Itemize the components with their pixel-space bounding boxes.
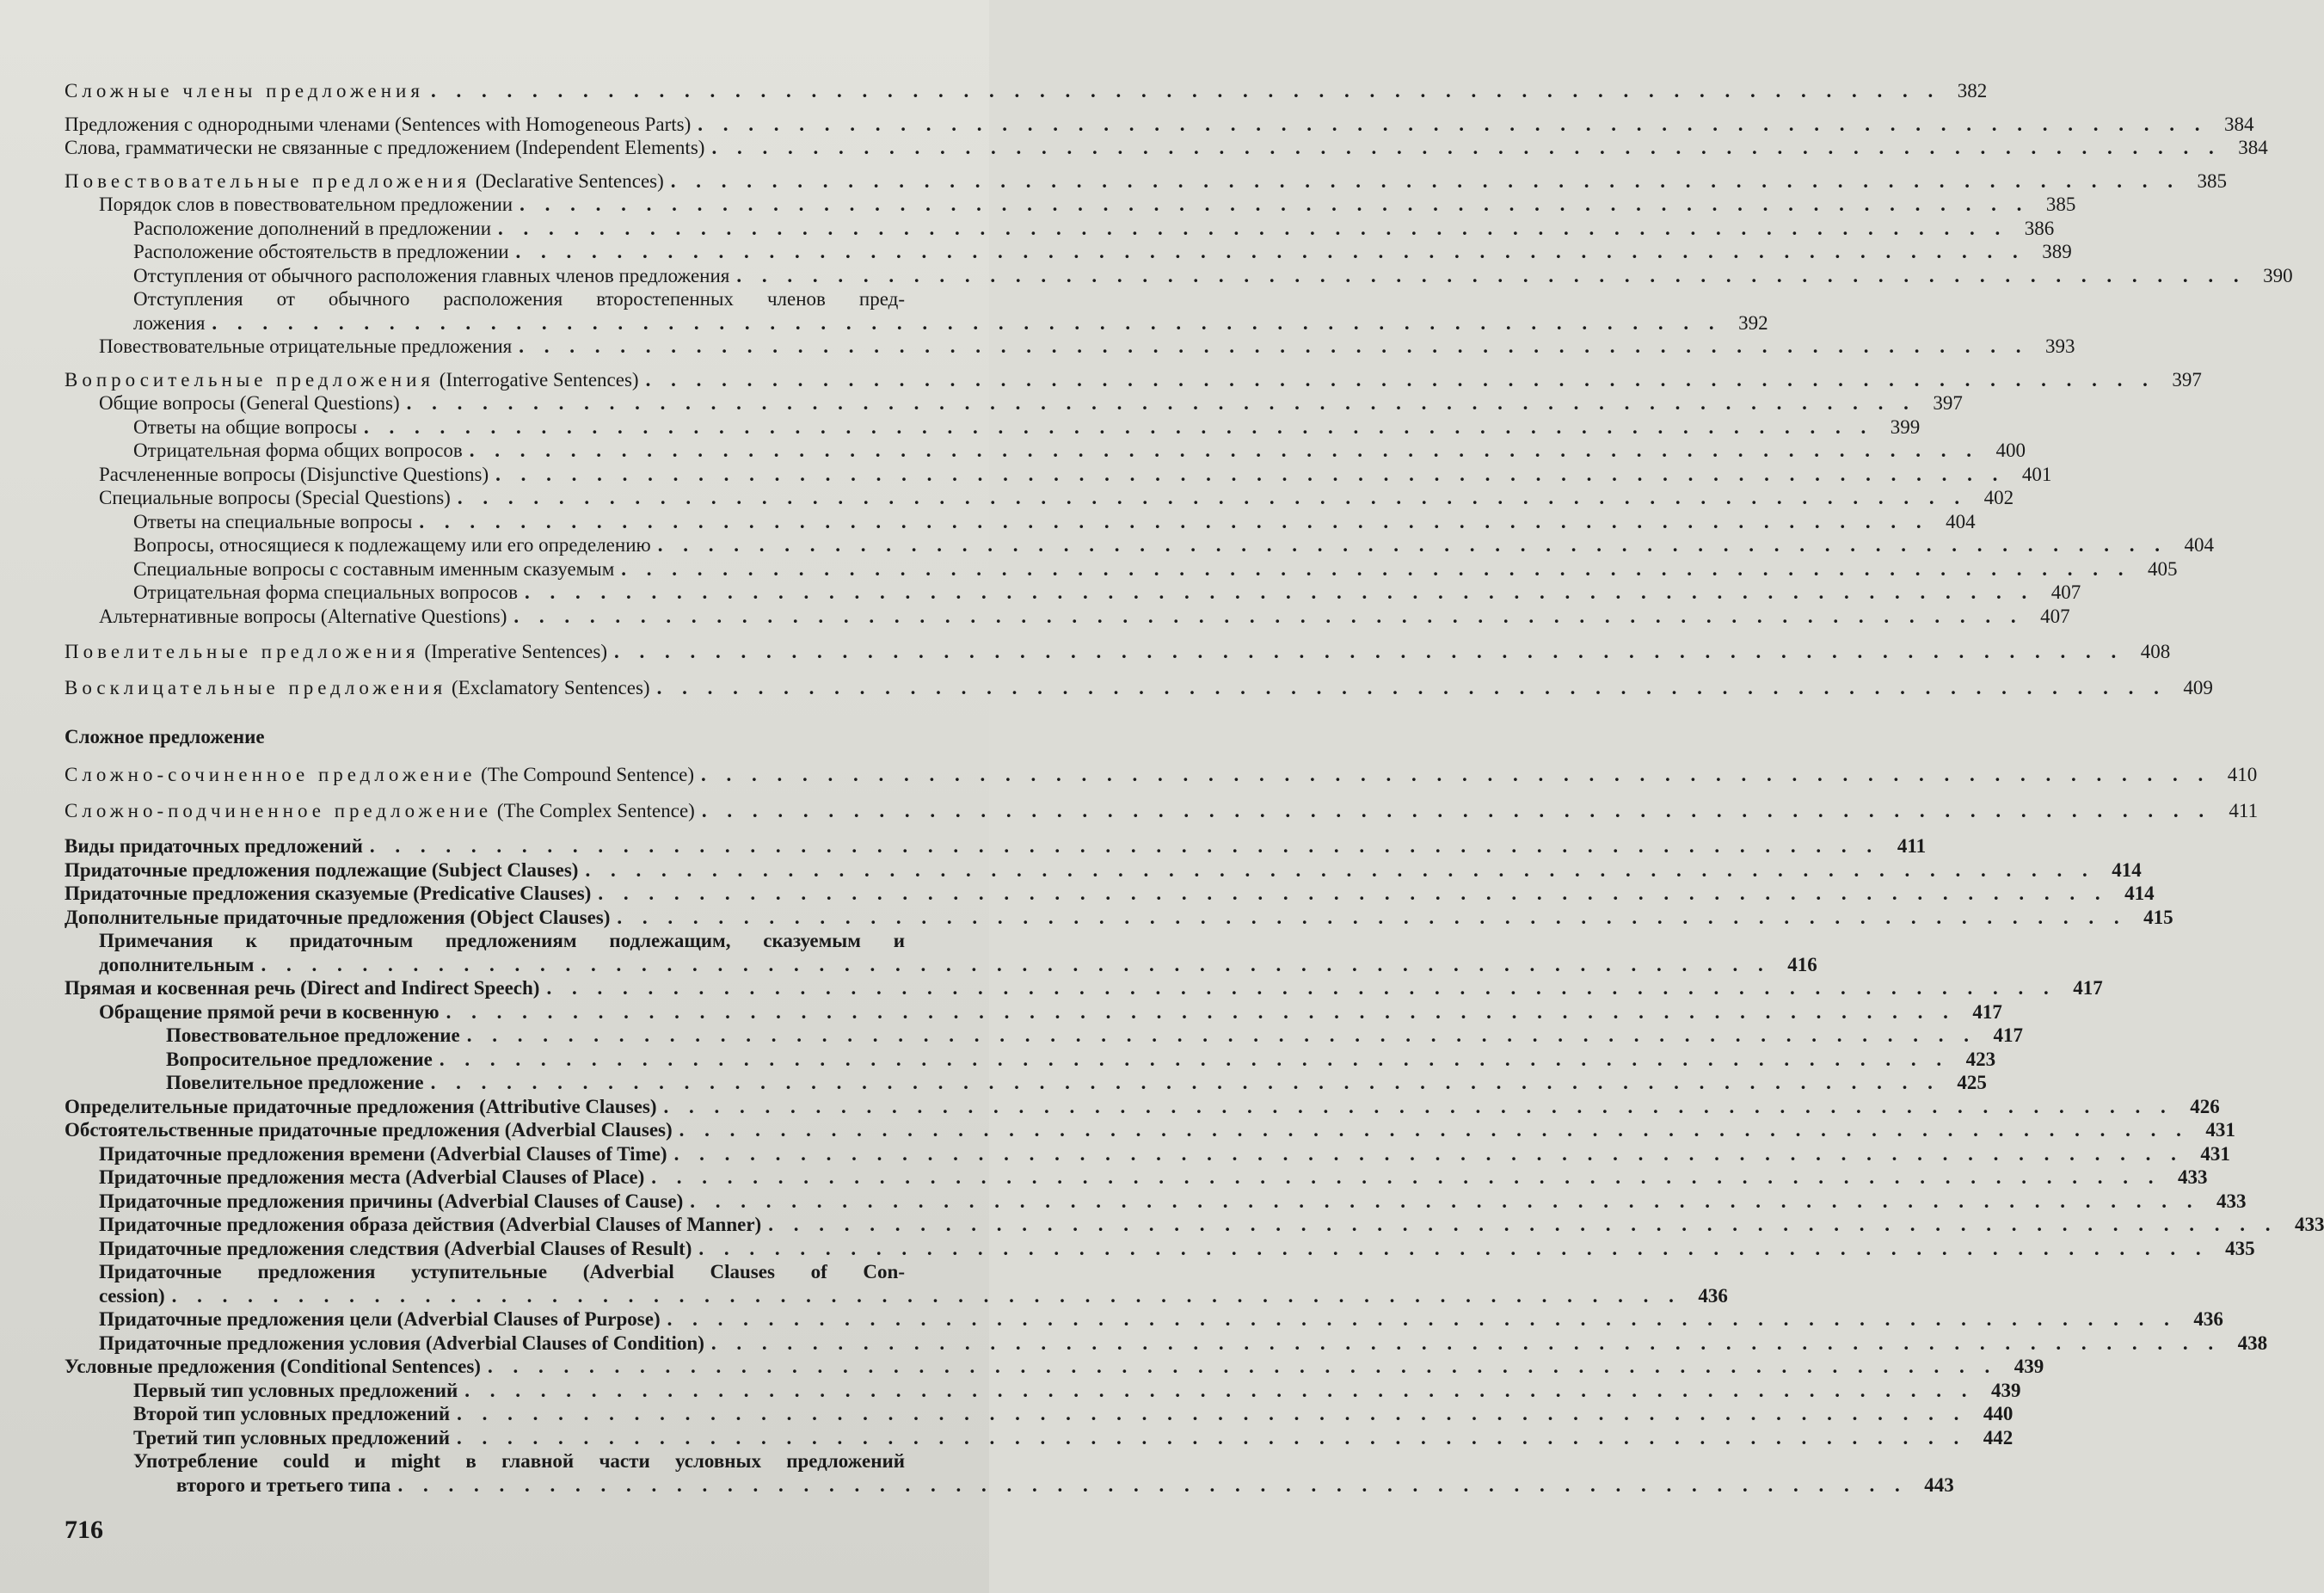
leader-dots: . . . . . . . . . . . . . . . . . . . . . . . . . . . . . . . . . . . . . . . . . . . . . . . . . . . . . . . . . . . . <box>498 217 2008 239</box>
toc-entry <box>65 1095 2220 1119</box>
toc-page-number: 407 <box>2040 605 2070 627</box>
leader-dots: . . . . . . . . . . . . . . . . . . . . . . . . . . . . . . . . . . . . . . . . . . . . . . . . . . . . . . . . . . . . <box>397 1473 1908 1496</box>
toc-entry <box>65 676 2213 700</box>
toc-entry-title <box>166 1048 433 1072</box>
toc-entry <box>65 533 2214 557</box>
toc-entry-title-ru: Вопросительное предложение <box>166 1048 433 1070</box>
toc-entry <box>65 463 2052 487</box>
toc-entry <box>65 1355 2044 1379</box>
toc-entry-title-ru: Вопросительные предложения <box>65 368 434 391</box>
toc-entry <box>65 136 2268 160</box>
leader-dots: . . . . . . . . . . . . . . . . . . . . . . . . . . . . . . . . . . . . . . . . . . . . . . . . . . . . . . . . . . . . <box>520 194 2030 215</box>
toc-entry-title-ru: Придаточные предложения причины <box>99 1190 433 1212</box>
toc-page-number: 425 <box>1957 1072 1987 1093</box>
toc-page-number: 393 <box>2044 335 2075 357</box>
toc-entry-title-ru: Прямая и косвенная речь <box>65 977 296 999</box>
toc-entry-title <box>99 1166 644 1190</box>
toc-entry-title-ru: Обращение прямой речи в косвенную <box>99 1000 440 1023</box>
leader-dots: . . . . . . . . . . . . . . . . . . . . . . . . . . . . . . . . . . . . . . . . . . . . . . . . . . . . . . . . . . . . <box>457 487 1968 508</box>
toc-page-number: 415 <box>2143 906 2173 928</box>
leader-dots: . . . . . . . . . . . . . . . . . . . . . . . . . . . . . . . . . . . . . . . . . . . . . . . . . . . . . . . . . . . . <box>768 1214 2278 1235</box>
toc-entry-title <box>65 136 704 160</box>
toc-entry <box>65 1048 1996 1072</box>
toc-entry-title: Отступления от обычного расположения второстепенных членов пред- <box>133 288 905 310</box>
toc-entry-title <box>99 605 507 629</box>
leader-dots: . . . . . . . . . . . . . . . . . . . . . . . . . . . . . . . . . . . . . . . . . . . . . . . . . . . . . . . . . . . . <box>464 1379 1975 1401</box>
toc-page-number: 433 <box>2216 1190 2247 1212</box>
toc-entry-title-ru: Обстоятельственные придаточные предложения <box>65 1119 501 1141</box>
toc-entry-title <box>133 533 651 557</box>
toc-entry-title-ru: Третий тип условных предложений <box>133 1426 451 1448</box>
toc-page-number: 409 <box>2183 676 2213 698</box>
toc-page-number: 442 <box>1983 1426 2014 1448</box>
toc-entry-title <box>65 368 639 392</box>
toc-entry <box>65 858 2142 883</box>
toc-entry-title-ru: Вопросы, относящиеся к подлежащему или его определению <box>133 534 651 556</box>
toc-entry-title <box>133 240 509 264</box>
toc-page-number: 423 <box>1965 1048 1996 1070</box>
toc-entry-title <box>65 976 539 1000</box>
toc-entry-title-ru: Придаточные предложения места <box>99 1166 401 1188</box>
toc-page-number: 443 <box>1924 1473 1954 1496</box>
toc-entry-title <box>166 1071 424 1095</box>
toc-entry-title-en: (Adverbial Clauses of Condition) <box>425 1332 704 1354</box>
toc-entry <box>65 557 2178 581</box>
leader-dots: . . . . . . . . . . . . . . . . . . . . . . . . . . . . . . . . . . . . . . . . . . . . . . . . . . . . . . . . . . . . <box>614 641 2124 662</box>
toc-entry-title-ru: Второй тип условных предложений <box>133 1403 451 1424</box>
toc-entry-title-ru: Определительные придаточные предложения <box>65 1095 475 1117</box>
toc-entry-title-en: (Adverbial Clauses) <box>504 1119 673 1141</box>
toc-entry-title-ru: Дополнительные придаточные предложения <box>65 906 465 928</box>
toc-entry <box>65 1402 2014 1426</box>
leader-dots: . . . . . . . . . . . . . . . . . . . . . . . . . . . . . . . . . . . . . . . . . . . . . . . . . . . . . . . . . . . . <box>651 1166 2161 1188</box>
leader-dots: . . . . . . . . . . . . . . . . . . . . . . . . . . . . . . . . . . . . . . . . . . . . . . . . . . . . . . . . . . . . <box>701 799 2212 821</box>
leader-dots: . . . . . . . . . . . . . . . . . . . . . . . . . . . . . . . . . . . . . . . . . . . . . . . . . . . . . . . . . . . . <box>419 510 1929 532</box>
toc-entry-title-cont: cession) <box>99 1284 165 1307</box>
toc-entry <box>65 1260 1728 1307</box>
toc-page-number: 414 <box>2124 883 2155 904</box>
toc-entry <box>65 1142 2230 1166</box>
toc-page-number: 392 <box>1738 311 1768 334</box>
toc-entry-title <box>99 335 512 359</box>
toc-entry-title <box>133 581 518 605</box>
leader-dots: . . . . . . . . . . . . . . . . . . . . . . . . . . . . . . . . . . . . . . . . . . . . . . . . . . . . . . . . . . . . <box>469 440 1980 461</box>
toc-entry <box>65 1190 2247 1214</box>
toc-entry-title-ru: Придаточные предложения времени <box>99 1142 426 1165</box>
leader-dots: . . . . . . . . . . . . . . . . . . . . . . . . . . . . . . . . . . . . . . . . . . . . . . . . . . . . . . . . . . . . <box>513 605 2024 627</box>
toc-entry-title <box>99 1332 704 1356</box>
toc-entry-title-ru: Повелительное предложение <box>166 1072 424 1093</box>
toc-entry-title-ru: Придаточные предложения подлежащие <box>65 858 427 881</box>
toc-entry-title <box>65 763 694 787</box>
toc-entry-title-ru: Виды придаточных предложений <box>65 835 363 857</box>
toc-entry-title-ru: Слова, грамматически не связанные с предложением <box>65 137 511 158</box>
toc-entry-title <box>65 858 578 883</box>
toc-entry-title-en: (Special Questions) <box>295 487 451 508</box>
toc-entry-title <box>65 1118 673 1142</box>
toc-entry-title-ru: Предложения с однородными членами <box>65 113 390 135</box>
leader-dots: . . . . . . . . . . . . . . . . . . . . . . . . . . . . . . . . . . . . . . . . . . . . . . . . . . . . . . . . . . . . <box>667 1308 2177 1330</box>
toc-entry <box>65 391 1963 415</box>
toc-entry <box>65 240 2072 264</box>
toc-page-number: 411 <box>2229 799 2259 821</box>
toc-entry-title <box>99 486 451 510</box>
leader-dots: . . . . . . . . . . . . . . . . . . . . . . . . . . . . . . . . . . . . . . . . . . . . . . . . . . . . . . . . . . . . <box>364 415 1874 438</box>
toc-entry-title: Примечания к придаточным предложениям подлежащим, сказуемым и <box>99 930 905 951</box>
toc-entry-title <box>99 1213 761 1237</box>
toc-entry <box>65 486 2014 510</box>
toc-entry-title-en: (The Complex Sentence) <box>496 799 695 821</box>
toc-entry-title <box>99 1237 692 1261</box>
toc-entry <box>65 287 1768 335</box>
toc-entry-title: Придаточные предложения уступительные (Adverbial Clauses of Con- <box>99 1261 905 1282</box>
toc-entry <box>65 264 2293 288</box>
toc-page-number: 402 <box>1983 487 2014 508</box>
toc-entry <box>65 1307 2223 1332</box>
leader-dots: . . . . . . . . . . . . . . . . . . . . . . . . . . . . . . . . . . . . . . . . . . . . . . . . . . . . . . . . . . . . <box>711 137 2222 158</box>
toc-entry-title-ru: Придаточные предложения следствия <box>99 1237 440 1259</box>
toc-entry <box>65 929 1817 976</box>
toc-entry-title <box>133 217 491 241</box>
toc-page-number: 410 <box>2227 764 2258 785</box>
toc-entry-title-en: (Predicative Clauses) <box>413 883 592 904</box>
toc-entry-title-en: (Exclamatory Sentences) <box>452 676 650 698</box>
leader-dots: . . . . . . . . . . . . . . . . . . . . . . . . . . . . . . . . . . . . . . . . . . . . . . . . . . . . . . . . . . . . <box>736 264 2247 286</box>
toc-page-number: 407 <box>2050 581 2081 603</box>
toc-entry-title-ru: Условные предложения <box>65 1356 275 1377</box>
toc-entry-title-ru: Специальные вопросы <box>99 487 291 508</box>
toc-entry-title-ru: Ответы на общие вопросы <box>133 415 358 438</box>
toc-entry <box>65 640 2171 664</box>
toc-entry-title-en: (Independent Elements) <box>515 137 705 158</box>
toc-entry-title-ru: Отрицательная форма специальных вопросов <box>133 581 519 603</box>
page-number: 716 <box>65 1516 103 1544</box>
toc-entry-title: Употребление could и might в главной части условных предложений <box>133 1450 905 1472</box>
toc-entry-title-ru: Отрицательная форма общих вопросов <box>133 440 463 461</box>
toc-entry <box>65 834 1927 858</box>
toc-entry-title <box>133 1379 458 1403</box>
toc-entry <box>65 799 2259 823</box>
toc-entry-title-ru: Расположение дополнений в предложении <box>133 217 492 239</box>
toc-entry-title-ru: Альтернативные вопросы <box>99 605 317 627</box>
toc-entry-title-ru: Повествовательные предложения <box>65 169 471 192</box>
toc-entry-title-ru: Сложные члены предложения <box>65 80 424 101</box>
leader-dots: . . . . . . . . . . . . . . . . . . . . . . . . . . . . . . . . . . . . . . . . . . . . . . . . . . . . . . . . . . . . <box>690 1190 2200 1212</box>
leader-dots: . . . . . . . . . . . . . . . . . . . . . . . . . . . . . . . . . . . . . . . . . . . . . . . . . . . . . . . . . . . . <box>657 534 2167 556</box>
toc-entry-title-en: (Disjunctive Questions) <box>300 463 489 485</box>
toc-entry-title <box>65 169 664 194</box>
toc-entry <box>65 1213 2324 1237</box>
toc-page-number: 431 <box>2205 1119 2235 1141</box>
toc-page-number: 440 <box>1983 1403 2014 1424</box>
toc-page-number: 417 <box>1972 1000 2002 1023</box>
toc-entry-title <box>99 193 513 217</box>
toc-entry-title <box>133 557 614 581</box>
toc-entry <box>65 1024 2023 1048</box>
leader-dots: . . . . . . . . . . . . . . . . . . . . . . . . . . . . . . . . . . . . . . . . . . . . . . . . . . . . . . . . . . . . <box>439 1048 1950 1070</box>
toc-entry-title-cont: ложения <box>133 311 206 334</box>
toc-page-number: 404 <box>1946 510 1976 532</box>
toc-entry-title <box>65 676 650 700</box>
leader-dots: . . . . . . . . . . . . . . . . . . . . . . . . . . . . . . . . . . . . . . . . . . . . . . . . . . . . . . . . . . . . <box>430 80 1941 101</box>
toc-page-number: 411 <box>1897 835 1927 857</box>
toc-entry <box>65 1237 2255 1261</box>
toc-entry-title <box>65 79 424 103</box>
toc-entry <box>65 581 2081 605</box>
section-heading: Сложное предложение <box>65 726 265 747</box>
toc-entry <box>65 763 2258 787</box>
toc-entry-title <box>99 1142 667 1166</box>
toc-entry-title <box>65 113 691 137</box>
toc-page-number: 399 <box>1890 415 1921 438</box>
leader-dots: . . . . . . . . . . . . . . . . . . . . . . . . . . . . . . . . . . . . . . . . . . . . . . . . . . . . . . . . . . . . <box>457 1426 1967 1448</box>
toc-page-number: 417 <box>1993 1024 2023 1046</box>
leader-dots: . . . . . . . . . . . . . . . . . . . . . . . . . . . . . . . . . . . . . . . . . . . . . . . . . . . . . . . . . . . . <box>525 581 2035 603</box>
toc-entry-title-ru: Сложно-подчиненное предложение <box>65 799 493 821</box>
toc-entry-title-en: (Adverbial Clauses of Purpose) <box>397 1308 661 1330</box>
leader-dots: . . . . . . . . . . . . . . . . . . . . . . . . . . . . . . . . . . . . . . . . . . . . . . . . . . . . . . . . . . . . <box>621 557 2131 580</box>
toc-entry-title-ru: Ответы на специальные вопросы <box>133 510 413 532</box>
toc-entry-title <box>99 391 400 415</box>
leader-dots: . . . . . . . . . . . . . . . . . . . . . . . . . . . . . . . . . . . . . . . . . . . . . . . . . . . . . . . . . . . . <box>710 1332 2222 1354</box>
toc-entry-title-en: (Interrogative Sentences) <box>439 368 639 391</box>
leader-dots: . . . . . . . . . . . . . . . . . . . . . . . . . . . . . . . . . . . . . . . . . . . . . . . . . . . . . . . . . . . . <box>679 1119 2189 1141</box>
toc-entry <box>65 510 1976 534</box>
toc-entry-title-ru: Придаточные предложения цели <box>99 1308 392 1330</box>
toc-page-number: 439 <box>1991 1379 2021 1401</box>
toc-entry-title <box>133 415 357 440</box>
toc-page-number: 433 <box>2178 1166 2208 1188</box>
leader-dots: . . . . . . . . . . . . . . . . . . . . . . . . . . . . . . . . . . . . . . . . . . . . . . . . . . . . . . . . . . . . <box>495 463 2006 485</box>
toc-page-number: 433 <box>2294 1214 2324 1235</box>
toc-entry <box>65 217 2055 241</box>
toc-entry-title-en: (The Compound Sentence) <box>481 764 694 785</box>
leader-dots: . . . . . . . . . . . . . . . . . . . . . . . . . . . . . . . . . . . . . . . . . . . . . . . . . . . . . . . . . . . . <box>656 676 2167 698</box>
leader-dots: . . . . . . . . . . . . . . . . . . . . . . . . . . . . . . . . . . . . . . . . . . . . . . . . . . . . . . . . . . . . <box>487 1356 1998 1377</box>
toc-entry-title-ru: Придаточные предложения условия <box>99 1332 421 1354</box>
toc-entry <box>65 976 2103 1000</box>
toc-entry <box>65 605 2070 629</box>
toc-entry-title-en: (Adverbial Clauses of Result) <box>444 1237 692 1259</box>
leader-dots: . . . . . . . . . . . . . . . . . . . . . . . . . . . . . . . . . . . . . . . . . . . . . . . . . . . . . . . . . . . . <box>645 368 2155 391</box>
toc-page-number: 400 <box>1995 440 2026 461</box>
toc-entry-title <box>99 463 489 487</box>
leader-dots: . . . . . . . . . . . . . . . . . . . . . . . . . . . . . . . . . . . . . . . . . . . . . . . . . . . . . . . . . . . . <box>261 953 1771 975</box>
toc-page-number: 397 <box>1933 392 1963 414</box>
toc-entry <box>65 1166 2208 1190</box>
toc-entry-title <box>133 439 463 463</box>
toc-entry-title-ru: Придаточные предложения сказуемые <box>65 883 409 904</box>
toc-entry <box>65 335 2075 359</box>
toc-entry-title <box>65 906 610 930</box>
toc-entry-title-en: (Adverbial Clauses of Cause) <box>437 1190 684 1212</box>
leader-dots: . . . . . . . . . . . . . . . . . . . . . . . . . . . . . . . . . . . . . . . . . . . . . . . . . . . . . . . . . . . . <box>406 392 1916 414</box>
leader-dots: . . . . . . . . . . . . . . . . . . . . . . . . . . . . . . . . . . . . . . . . . . . . . . . . . . . . . . . . . . . . <box>212 311 1722 334</box>
toc-entry-title <box>166 1024 460 1048</box>
toc-entry-title-ru: Повествовательные отрицательные предложения <box>99 335 513 357</box>
toc-page-number: 417 <box>2073 977 2103 999</box>
toc-entry-title <box>99 1000 440 1024</box>
toc-entry-title-ru: Повествовательное предложение <box>166 1024 460 1046</box>
toc-entry-title-en: (Adverbial Clauses of Place) <box>405 1166 645 1188</box>
toc-entry-title-ru: Расчлененные вопросы <box>99 463 296 485</box>
toc-entry-title-en: (Alternative Questions) <box>320 605 507 627</box>
toc-page-number: 401 <box>2021 463 2052 485</box>
toc-entry <box>65 169 2228 194</box>
toc-entry <box>65 193 2076 217</box>
leader-dots: . . . . . . . . . . . . . . . . . . . . . . . . . . . . . . . . . . . . . . . . . . . . . . . . . . . . . . . . . . . . <box>466 1024 1977 1046</box>
toc-entry-title <box>99 1190 683 1214</box>
toc-page-number: 426 <box>2190 1095 2220 1117</box>
toc-page-number: 436 <box>1698 1284 1728 1307</box>
leader-dots: . . . . . . . . . . . . . . . . . . . . . . . . . . . . . . . . . . . . . . . . . . . . . . . . . . . . . . . . . . . . <box>673 1142 2184 1165</box>
toc-entry-title-en: (Direct and Indirect Speech) <box>300 977 540 999</box>
toc-entry <box>65 1379 2021 1403</box>
toc-entry-title-en: (Adverbial Clauses of Manner) <box>499 1214 762 1235</box>
toc-entry-title <box>65 882 591 906</box>
toc-entry-title <box>133 510 412 534</box>
toc-entry <box>65 113 2254 137</box>
toc-page-number: 436 <box>2193 1308 2223 1330</box>
toc-entry <box>65 906 2173 930</box>
leader-dots: . . . . . . . . . . . . . . . . . . . . . . . . . . . . . . . . . . . . . . . . . . . . . . . . . . . . . . . . . . . . <box>519 335 2029 357</box>
toc-entry-title-ru: Восклицательные предложения <box>65 676 447 698</box>
toc-page-number: 390 <box>2263 264 2293 286</box>
toc-entry-title <box>65 1355 481 1379</box>
leader-dots: . . . . . . . . . . . . . . . . . . . . . . . . . . . . . . . . . . . . . . . . . . . . . . . . . . . . . . . . . . . . <box>430 1072 1940 1093</box>
toc-entry <box>65 882 2155 906</box>
leader-dots: . . . . . . . . . . . . . . . . . . . . . . . . . . . . . . . . . . . . . . . . . . . . . . . . . . . . . . . . . . . . <box>457 1403 1967 1424</box>
toc-entry-title-en: (Object Clauses) <box>470 906 611 928</box>
toc-page-number: 386 <box>2024 217 2055 239</box>
toc-page-number: 405 <box>2148 557 2178 580</box>
toc-page-number: 384 <box>2238 137 2268 158</box>
toc-page-number: 389 <box>2042 241 2072 262</box>
toc-entry-title <box>133 1402 450 1426</box>
leader-dots: . . . . . . . . . . . . . . . . . . . . . . . . . . . . . . . . . . . . . . . . . . . . . . . . . . . . . . . . . . . . <box>617 906 2127 928</box>
toc-entry <box>65 1332 2268 1356</box>
leader-dots: . . . . . . . . . . . . . . . . . . . . . . . . . . . . . . . . . . . . . . . . . . . . . . . . . . . . . . . . . . . . <box>701 764 2211 785</box>
toc-entry <box>65 1426 2014 1450</box>
table-of-contents <box>65 79 2324 1497</box>
leader-dots: . . . . . . . . . . . . . . . . . . . . . . . . . . . . . . . . . . . . . . . . . . . . . . . . . . . . . . . . . . . . <box>515 241 2026 262</box>
toc-entry-title-ru: Придаточные предложения образа действия <box>99 1214 495 1235</box>
toc-entry-title <box>65 1095 657 1119</box>
leader-dots: . . . . . . . . . . . . . . . . . . . . . . . . . . . . . . . . . . . . . . . . . . . . . . . . . . . . . . . . . . . . <box>446 1000 1956 1023</box>
leader-dots: . . . . . . . . . . . . . . . . . . . . . . . . . . . . . . . . . . . . . . . . . . . . . . . . . . . . . . . . . . . . <box>698 1237 2209 1259</box>
leader-dots: . . . . . . . . . . . . . . . . . . . . . . . . . . . . . . . . . . . . . . . . . . . . . . . . . . . . . . . . . . . . <box>546 977 2057 999</box>
toc-entry-title <box>65 640 607 664</box>
toc-entry-title-ru: Расположение обстоятельств в предложении <box>133 241 509 262</box>
toc-entry-title <box>99 1307 661 1332</box>
toc-entry-title <box>133 1426 450 1450</box>
toc-page-number: 404 <box>2184 534 2214 556</box>
toc-entry-title-en: (Sentences with Homogeneous Parts) <box>394 113 692 135</box>
toc-page-number: 385 <box>2197 169 2228 192</box>
toc-entry-title-en: (Imperative Sentences) <box>424 641 607 662</box>
toc-entry-title-cont: второго и третьего типа <box>176 1473 391 1496</box>
leader-dots: . . . . . . . . . . . . . . . . . . . . . . . . . . . . . . . . . . . . . . . . . . . . . . . . . . . . . . . . . . . . <box>369 835 1880 857</box>
toc-page-number: 439 <box>2014 1356 2044 1377</box>
toc-page-number: 435 <box>2225 1237 2255 1259</box>
toc-page-number: 385 <box>2045 194 2076 215</box>
toc-entry-title-ru: Сложно-сочиненное предложение <box>65 764 476 785</box>
toc-entry-title-ru: Первый тип условных предложений <box>133 1379 458 1401</box>
toc-entry <box>65 1071 1987 1095</box>
toc-page-number: 438 <box>2237 1332 2268 1354</box>
toc-entry-title-ru: Порядок слов в повествовательном предложении <box>99 194 513 215</box>
toc-page-number: 416 <box>1787 953 1817 975</box>
toc-entry-title-ru: Общие вопросы <box>99 392 236 414</box>
toc-page-number: 397 <box>2172 368 2202 391</box>
toc-page-number: 431 <box>2200 1142 2230 1165</box>
leader-dots: . . . . . . . . . . . . . . . . . . . . . . . . . . . . . . . . . . . . . . . . . . . . . . . . . . . . . . . . . . . . <box>171 1284 1682 1307</box>
toc-entry <box>65 79 1988 103</box>
toc-entry <box>65 1449 1954 1497</box>
toc-entry <box>65 1118 2235 1142</box>
toc-page-number: 414 <box>2112 858 2142 881</box>
toc-entry-title-en: (Conditional Sentences) <box>280 1356 481 1377</box>
toc-entry-title-ru: Отступления от обычного расположения главных членов предложения <box>133 264 730 286</box>
toc-page-number: 408 <box>2140 641 2171 662</box>
leader-dots: . . . . . . . . . . . . . . . . . . . . . . . . . . . . . . . . . . . . . . . . . . . . . . . . . . . . . . . . . . . . <box>670 169 2181 192</box>
toc-entry-title <box>65 799 695 823</box>
leader-dots: . . . . . . . . . . . . . . . . . . . . . . . . . . . . . . . . . . . . . . . . . . . . . . . . . . . . . . . . . . . . <box>698 113 2208 135</box>
toc-entry <box>65 415 1921 440</box>
leader-dots: . . . . . . . . . . . . . . . . . . . . . . . . . . . . . . . . . . . . . . . . . . . . . . . . . . . . . . . . . . . . <box>663 1095 2173 1117</box>
toc-entry-title-en: (General Questions) <box>239 392 400 414</box>
toc-entry <box>65 1000 2002 1024</box>
leader-dots: . . . . . . . . . . . . . . . . . . . . . . . . . . . . . . . . . . . . . . . . . . . . . . . . . . . . . . . . . . . . <box>585 858 2095 881</box>
toc-entry-title-en: (Adverbial Clauses of Time) <box>429 1142 667 1165</box>
toc-page-number: 384 <box>2224 113 2254 135</box>
toc-entry <box>65 368 2202 392</box>
toc-entry-title-ru: Повелительные предложения <box>65 641 420 662</box>
toc-entry-title <box>133 264 729 288</box>
toc-entry <box>65 439 2026 463</box>
leader-dots: . . . . . . . . . . . . . . . . . . . . . . . . . . . . . . . . . . . . . . . . . . . . . . . . . . . . . . . . . . . . <box>598 883 2108 904</box>
toc-page-number: 382 <box>1957 80 1988 101</box>
toc-entry-title-cont: дополнительным <box>99 953 255 975</box>
toc-entry-title-en: (Attributive Clauses) <box>479 1095 657 1117</box>
toc-entry-title <box>65 834 363 858</box>
toc-entry-title-en: (Declarative Sentences) <box>475 169 664 192</box>
toc-entry-title-ru: Специальные вопросы с составным именным сказуемым <box>133 557 615 580</box>
toc-entry-title-en: (Subject Clauses) <box>431 858 579 881</box>
